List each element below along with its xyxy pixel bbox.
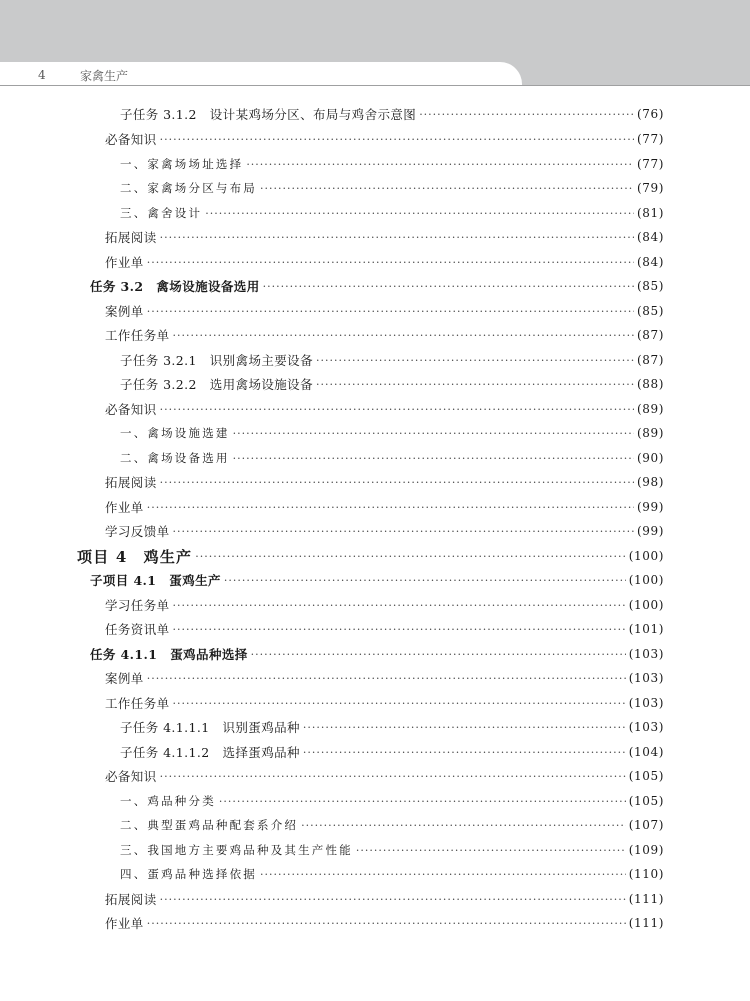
toc-entry-label: 案例单 xyxy=(105,304,144,319)
toc-leader-dots xyxy=(316,378,634,391)
toc-page-number: (111) xyxy=(628,916,664,930)
toc-leader-dots xyxy=(147,917,626,930)
toc-page-number: (76) xyxy=(636,107,664,121)
toc-leader-dots xyxy=(147,501,634,514)
toc-entry-label: 二、禽场设备选用 xyxy=(120,451,230,465)
toc-leader-dots xyxy=(301,819,626,832)
toc-page-number: (84) xyxy=(636,230,664,244)
toc-leader-dots xyxy=(160,133,634,146)
toc-page-number: (105) xyxy=(628,769,664,783)
running-title: 家禽生产 xyxy=(80,69,129,83)
toc-page-number: (85) xyxy=(636,279,664,293)
toc-leader-dots xyxy=(160,231,634,244)
toc-entry-label: 子任务 3.1.2 设计某鸡场分区、布局与鸡舍示意图 xyxy=(120,107,417,122)
toc-leader-dots xyxy=(173,599,626,612)
header-tab xyxy=(0,62,522,86)
toc-entry[interactable] xyxy=(105,911,664,935)
toc-leader-dots xyxy=(147,672,626,685)
toc-page-number: (88) xyxy=(636,377,664,391)
toc-page-number: (87) xyxy=(636,353,664,367)
toc-entry-label: 子任务 3.2.2 选用禽场设施设备 xyxy=(120,377,313,392)
toc-entry[interactable] xyxy=(120,102,664,126)
toc-entry-label: 拓展阅读 xyxy=(105,892,157,907)
toc-leader-dots xyxy=(147,256,634,269)
toc-page-number: (89) xyxy=(636,426,664,440)
toc-page-number: (98) xyxy=(636,475,664,489)
toc-entry[interactable] xyxy=(90,274,664,298)
toc-entry[interactable] xyxy=(90,568,664,592)
toc-entry-label: 拓展阅读 xyxy=(105,230,157,245)
toc-page-number: (84) xyxy=(636,255,664,269)
toc-leader-dots xyxy=(260,868,626,881)
toc-entry[interactable] xyxy=(120,862,664,886)
toc-page-number: (103) xyxy=(628,696,664,710)
toc-leader-dots xyxy=(160,893,626,906)
toc-entry[interactable] xyxy=(105,299,664,323)
toc-entry[interactable] xyxy=(120,152,664,176)
toc-page-number: (99) xyxy=(636,524,664,538)
toc-entry[interactable] xyxy=(120,176,664,200)
toc-entry-label: 任务 4.1.1 蛋鸡品种选择 xyxy=(90,647,248,662)
toc-entry-label: 作业单 xyxy=(105,255,144,270)
toc-entry-label: 必备知识 xyxy=(105,769,157,784)
toc-leader-dots xyxy=(260,182,634,195)
toc-page-number: (105) xyxy=(628,794,664,808)
toc-entry[interactable] xyxy=(105,225,664,249)
toc-page-number: (90) xyxy=(636,451,664,465)
toc-entry-label: 三、禽舍设计 xyxy=(120,206,203,220)
toc-leader-dots xyxy=(160,403,634,416)
toc-leader-dots xyxy=(246,158,634,171)
toc-entry-label: 子任务 3.2.1 识别禽场主要设备 xyxy=(120,353,313,368)
toc-leader-dots xyxy=(219,795,626,808)
toc-entry[interactable] xyxy=(120,838,664,862)
toc-entry-label: 子任务 4.1.1.1 识别蛋鸡品种 xyxy=(120,720,300,735)
toc-entry[interactable] xyxy=(120,715,664,739)
toc-entry[interactable] xyxy=(120,740,664,764)
toc-page-number: (87) xyxy=(636,328,664,342)
toc-entry-label: 一、禽场设施选建 xyxy=(120,426,230,440)
toc-entry[interactable] xyxy=(105,127,664,151)
toc-entry-label: 工作任务单 xyxy=(105,696,170,711)
toc-entry-label: 项目 4 鸡生产 xyxy=(77,547,193,566)
toc-leader-dots xyxy=(419,108,634,121)
page-number: 4 xyxy=(38,68,46,82)
toc-page-number: (103) xyxy=(628,671,664,685)
toc-entry[interactable] xyxy=(120,813,664,837)
toc-page-number: (100) xyxy=(628,549,664,563)
toc-entry[interactable] xyxy=(105,887,664,911)
toc-entry[interactable] xyxy=(77,544,664,568)
toc-leader-dots xyxy=(173,697,626,710)
toc-entry[interactable] xyxy=(105,519,664,543)
toc-leader-dots xyxy=(233,427,634,440)
toc-leader-dots xyxy=(173,623,626,636)
toc-entry-label: 作业单 xyxy=(105,500,144,515)
toc-entry-label: 工作任务单 xyxy=(105,328,170,343)
toc-leader-dots xyxy=(251,648,626,661)
toc-leader-dots xyxy=(205,207,634,220)
toc-leader-dots xyxy=(263,280,634,293)
toc-entry-label: 学习任务单 xyxy=(105,598,170,613)
toc-entry-label: 任务资讯单 xyxy=(105,622,170,637)
toc-leader-dots xyxy=(303,721,626,734)
toc-entry[interactable] xyxy=(105,593,664,617)
toc-entry-label: 拓展阅读 xyxy=(105,475,157,490)
toc-page-number: (100) xyxy=(628,573,664,587)
toc-page-number: (104) xyxy=(628,745,664,759)
toc-leader-dots xyxy=(160,770,626,783)
toc-page-number: (103) xyxy=(628,647,664,661)
toc-entry-label: 三、我国地方主要鸡品种及其生产性能 xyxy=(120,843,353,857)
toc-entry-label: 必备知识 xyxy=(105,132,157,147)
toc-entry-label: 子项目 4.1 蛋鸡生产 xyxy=(90,573,221,588)
toc-entry[interactable] xyxy=(120,348,664,372)
toc-leader-dots xyxy=(173,329,634,342)
toc-leader-dots xyxy=(233,452,634,465)
toc-entry[interactable] xyxy=(120,201,664,225)
toc-leader-dots xyxy=(147,305,634,318)
toc-page-number: (77) xyxy=(636,132,664,146)
toc-entry[interactable] xyxy=(105,323,664,347)
toc-entry[interactable] xyxy=(105,250,664,274)
toc-leader-dots xyxy=(195,550,625,563)
toc-entry-label: 必备知识 xyxy=(105,402,157,417)
toc-page-number: (103) xyxy=(628,720,664,734)
toc-leader-dots xyxy=(356,844,626,857)
toc-page-number: (79) xyxy=(636,181,664,195)
toc-entry-label: 案例单 xyxy=(105,671,144,686)
toc-entry[interactable] xyxy=(105,617,664,641)
toc-entry-label: 一、鸡品种分类 xyxy=(120,794,216,808)
toc-page-number: (100) xyxy=(628,598,664,612)
toc-page-number: (111) xyxy=(628,892,664,906)
toc-entry-label: 一、家禽场场址选择 xyxy=(120,157,244,171)
header-rule xyxy=(0,85,750,86)
toc-entry[interactable] xyxy=(105,666,664,690)
toc-leader-dots xyxy=(224,574,626,587)
toc-page-number: (110) xyxy=(628,867,664,881)
toc-entry[interactable] xyxy=(105,691,664,715)
toc-entry[interactable] xyxy=(120,789,664,813)
toc-entry-label: 子任务 4.1.1.2 选择蛋鸡品种 xyxy=(120,745,300,760)
toc-page-number: (107) xyxy=(628,818,664,832)
toc-entry-label: 作业单 xyxy=(105,916,144,931)
toc-entry-label: 二、家禽场分区与布局 xyxy=(120,181,257,195)
toc-entry[interactable] xyxy=(120,446,664,470)
toc-page-number: (101) xyxy=(628,622,664,636)
toc-page-number: (99) xyxy=(636,500,664,514)
toc-page-number: (89) xyxy=(636,402,664,416)
toc-page-number: (109) xyxy=(628,843,664,857)
toc-leader-dots xyxy=(173,525,634,538)
toc-entry[interactable] xyxy=(105,470,664,494)
toc-page-number: (77) xyxy=(636,157,664,171)
toc-entry[interactable] xyxy=(120,421,664,445)
toc-entry[interactable] xyxy=(105,495,664,519)
toc-leader-dots xyxy=(303,746,626,759)
toc-leader-dots xyxy=(160,476,634,489)
toc-entry-label: 学习反馈单 xyxy=(105,524,170,539)
toc-page-number: (81) xyxy=(636,206,664,220)
toc-entry-label: 四、蛋鸡品种选择依据 xyxy=(120,867,257,881)
toc-entry[interactable] xyxy=(105,764,664,788)
toc-page-number: (85) xyxy=(636,304,664,318)
toc-entry-label: 任务 3.2 禽场设施设备选用 xyxy=(90,279,260,294)
toc-entry[interactable] xyxy=(120,372,664,396)
toc-leader-dots xyxy=(316,354,634,367)
toc-entry[interactable] xyxy=(105,397,664,421)
toc-entry[interactable] xyxy=(90,642,664,666)
toc-entry-label: 二、典型蛋鸡品种配套系介绍 xyxy=(120,818,299,832)
